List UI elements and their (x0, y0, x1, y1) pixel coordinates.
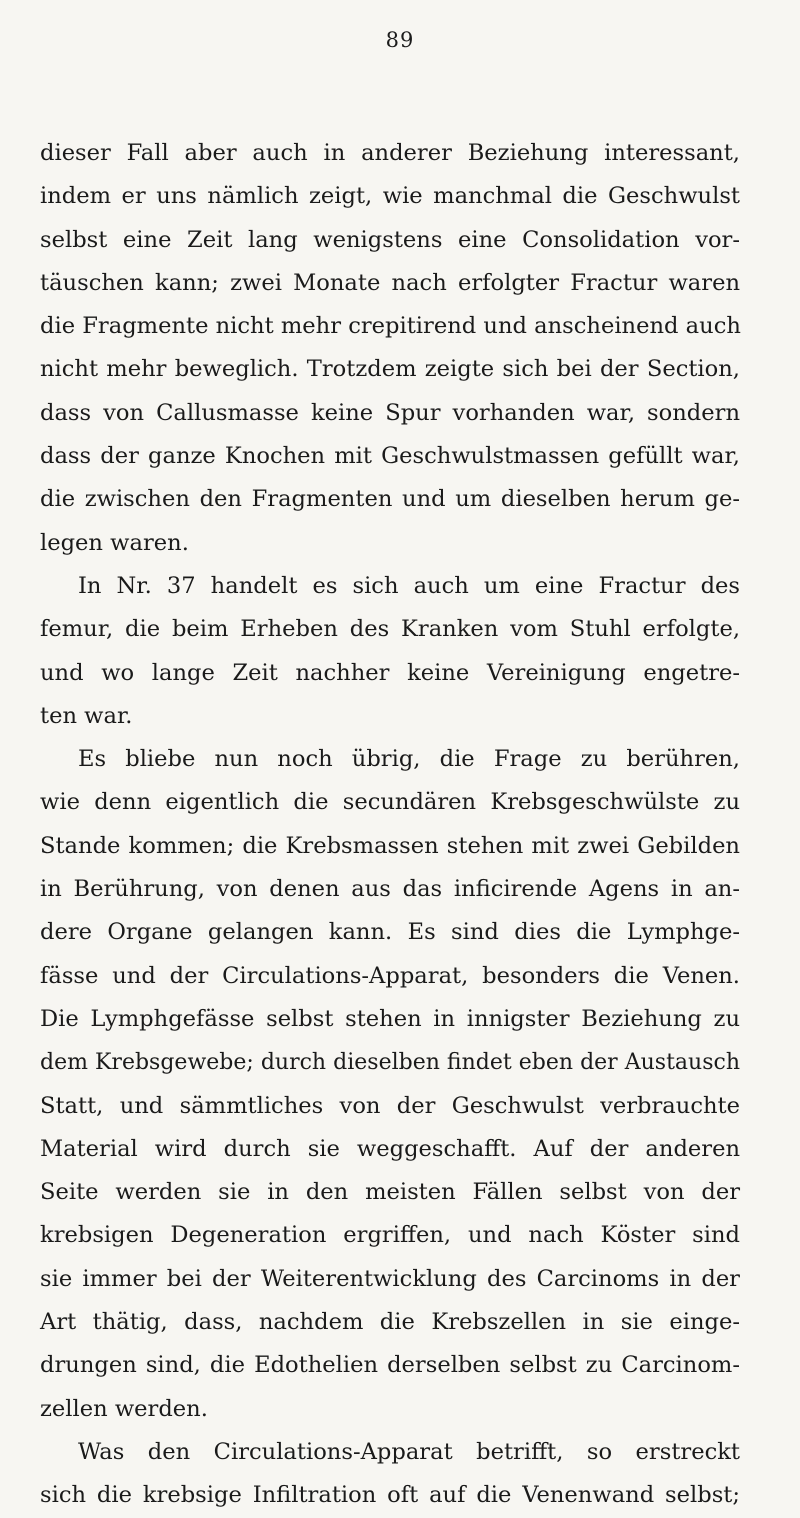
text-line: sich die krebsige Infiltration oft auf die Venenwand selbst; (40, 1482, 740, 1509)
text-line: Was den Circulations-Apparat betrifft, so erstreckt (78, 1438, 740, 1465)
text-line: Statt, und sämmtliches von der Geschwulst verbrauchte (40, 1092, 740, 1119)
text-line: krebsigen Degeneration ergriffen, und nach Köster sind (40, 1222, 740, 1249)
text-line: dere Organe gelangen kann. Es sind dies die Lymphge- (40, 919, 740, 946)
text-line: die Fragmente nicht mehr crepitirend und anscheinend auch (40, 313, 741, 340)
text-line: dass von Callusmasse keine Spur vorhanden war, sondern (40, 399, 740, 426)
text-line: indem er uns nämlich zeigt, wie manchmal die Geschwulst (40, 183, 740, 210)
text-line: nicht mehr beweglich. Trotzdem zeigte sich bei der Section, (40, 356, 740, 383)
text-line: legen waren. (40, 529, 189, 556)
text-line: wie denn eigentlich die secundären Krebsgeschwülste zu (40, 789, 740, 816)
text-line: täuschen kann; zwei Monate nach erfolgter Fractur waren (40, 269, 740, 296)
text-line: ten war. (40, 702, 133, 729)
text-line: fässe und der Circulations-Apparat, besonders die Venen. (40, 962, 740, 989)
text-line: sie immer bei der Weiterentwicklung des Carcinoms in der (40, 1265, 740, 1292)
text-line: Es bliebe nun noch übrig, die Frage zu berühren, (78, 746, 740, 773)
page-number: 89 (385, 28, 415, 52)
text-line: femur, die beim Erheben des Kranken vom Stuhl erfolgte, (40, 616, 740, 643)
text-line: Material wird durch sie weggeschafft. Auf der anderen (40, 1135, 740, 1162)
body-text (40, 132, 740, 1518)
text-line: die zwischen den Fragmenten und um dieselben herum ge- (40, 486, 740, 513)
text-line: Die Lymphgefässe selbst stehen in innigster Beziehung zu (40, 1005, 740, 1032)
text-line: dem Krebsgewebe; durch dieselben findet eben der Austausch (40, 1050, 740, 1076)
text-line: dieser Fall aber auch in anderer Beziehung interessant, (40, 140, 740, 166)
text-line: dass der ganze Knochen mit Geschwulstmassen gefüllt war, (40, 443, 740, 470)
text-line: Seite werden sie in den meisten Fällen selbst von der (40, 1179, 740, 1206)
text-line: zellen werden. (40, 1395, 208, 1422)
text-line: selbst eine Zeit lang wenigstens eine Consolidation vor- (40, 226, 740, 253)
text-line: drungen sind, die Edothelien derselben selbst zu Carcinom- (40, 1352, 740, 1379)
text-line: in Berührung, von denen aus das inficirende Agens in an- (40, 876, 740, 903)
text-line: In Nr. 37 handelt es sich auch um eine Fractur des (78, 572, 740, 599)
text-line: Art thätig, dass, nachdem die Krebszellen in sie einge- (40, 1309, 740, 1336)
text-line: Stande kommen; die Krebsmassen stehen mit zwei Gebilden (40, 832, 740, 859)
text-line: und wo lange Zeit nachher keine Vereinigung engetre- (40, 659, 740, 686)
